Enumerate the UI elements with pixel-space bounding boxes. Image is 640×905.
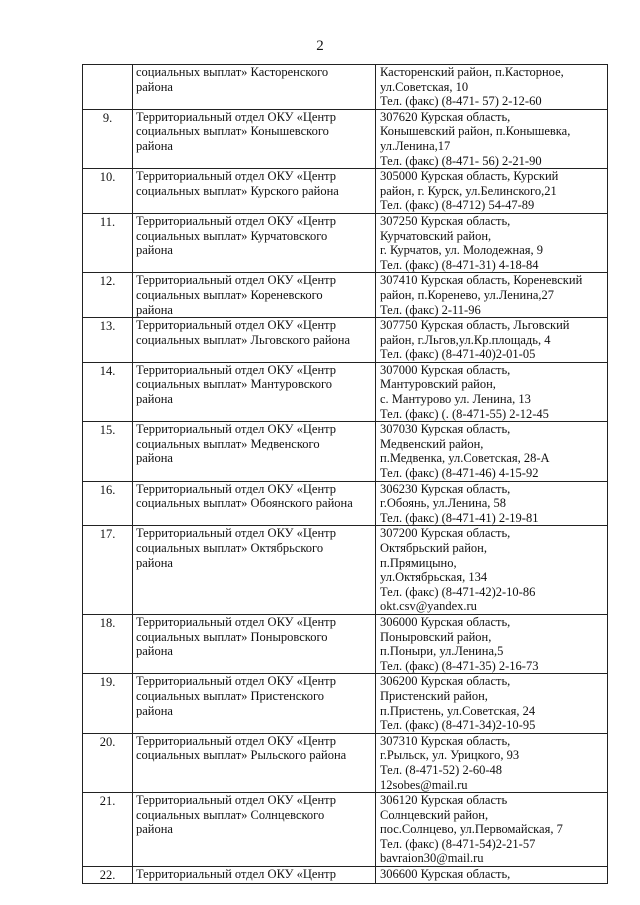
address-line: п.Медвенка, ул.Советская, 28-А <box>380 451 550 466</box>
org-name-line: Территориальный отдел ОКУ «Центр <box>136 273 337 288</box>
table-row <box>83 733 608 792</box>
org-name-cell <box>133 109 376 168</box>
table-row <box>83 867 608 884</box>
table-row <box>83 481 608 526</box>
address-line: Тел. (факс) (8-471-54)2-21-57 <box>380 836 536 851</box>
org-name-line: района <box>136 138 173 153</box>
address-line: 12sobes@mail.ru <box>380 777 468 792</box>
address-line: Тел. (факс) (8-471- 57) 2-12-60 <box>380 94 542 109</box>
row-number: 22. <box>83 867 133 884</box>
table-row <box>83 109 608 168</box>
table-row <box>83 362 608 421</box>
address-cell <box>376 273 608 318</box>
org-name-line: социальных выплат» Октябрьского <box>136 541 324 555</box>
address-cell <box>376 867 608 884</box>
address-cell <box>376 169 608 214</box>
address-line: bavraion30@mail.ru <box>380 851 484 866</box>
row-number <box>83 65 133 110</box>
org-name-cell <box>133 213 376 272</box>
address-line: 306120 Курская область <box>380 793 508 808</box>
address-line: Солнцевский район, <box>380 807 489 822</box>
org-name-line: социальных выплат» Касторенского <box>136 65 329 79</box>
org-name-line: района <box>136 392 173 407</box>
table-row <box>83 526 608 615</box>
address-line: Тел. (факс) (8-471-41) 2-19-81 <box>380 510 539 525</box>
table-row <box>83 213 608 272</box>
org-name-line: района <box>136 243 173 258</box>
row-number: 17. <box>83 526 133 615</box>
address-cell <box>376 422 608 481</box>
address-line: 306600 Курская область, <box>380 867 511 882</box>
org-name-cell <box>133 422 376 481</box>
address-line: Пристенский район, <box>380 688 488 703</box>
table-row <box>83 793 608 867</box>
page-number: 2 <box>316 38 324 54</box>
address-line: 307250 Курская область, <box>380 213 511 228</box>
address-line: пос.Солнцево, ул.Первомайская, 7 <box>380 822 563 837</box>
row-number: 16. <box>83 481 133 526</box>
org-name-line: Территориальный отдел ОКУ «Центр <box>136 526 337 541</box>
address-cell <box>376 614 608 673</box>
address-cell <box>376 362 608 421</box>
org-name-cell <box>133 169 376 214</box>
address-cell <box>376 65 608 110</box>
address-line: Мантуровский район, <box>380 377 496 392</box>
org-name-line: Территориальный отдел ОКУ «Центр <box>136 674 337 689</box>
org-name-line: социальных выплат» Кореневского <box>136 287 323 302</box>
address-cell <box>376 109 608 168</box>
address-line: 306200 Курская область, <box>380 674 511 689</box>
org-name-line: социальных выплат» Пристенского <box>136 688 325 703</box>
address-line: с. Мантурово ул. Ленина, 13 <box>380 392 531 407</box>
table-row <box>83 65 608 110</box>
address-line: Тел. (факс) 2-11-96 <box>380 302 481 317</box>
offices-table <box>82 64 608 884</box>
row-number: 12. <box>83 273 133 318</box>
address-line: район, г. Курск, ул.Белинского,21 <box>380 183 557 198</box>
row-number: 15. <box>83 422 133 481</box>
address-line: 306000 Курская область, <box>380 614 511 629</box>
address-line: п.Прямицыно, <box>380 555 457 570</box>
table-row <box>83 169 608 214</box>
org-name-line: социальных выплат» Конышевского <box>136 124 329 139</box>
row-number: 9. <box>83 109 133 168</box>
org-name-cell <box>133 318 376 363</box>
address-line: п.Поныри, ул.Ленина,5 <box>380 644 504 659</box>
row-number: 20. <box>83 733 133 792</box>
org-name-cell <box>133 481 376 526</box>
org-name-line: социальных выплат» Мантуровского <box>136 377 333 392</box>
org-name-line: Территориальный отдел ОКУ «Центр <box>136 481 337 496</box>
org-name-line: социальных выплат» Льговского района <box>136 332 351 347</box>
org-name-line: социальных выплат» Солнцевского <box>136 807 325 822</box>
address-line: г. Курчатов, ул. Молодежная, 9 <box>380 243 544 258</box>
address-line: Касторенский район, п.Касторное, <box>380 65 564 79</box>
address-line: 307030 Курская область, <box>380 422 511 437</box>
table-row <box>83 273 608 318</box>
address-line: Тел. (факс) (8-471- 56) 2-21-90 <box>380 153 542 168</box>
org-name-cell <box>133 793 376 867</box>
address-line: ул.Ленина,17 <box>380 138 451 153</box>
address-line: 307750 Курская область, Льговский <box>380 318 570 333</box>
address-line: п.Пристень, ул.Советская, 24 <box>380 703 536 718</box>
org-name-cell <box>133 614 376 673</box>
address-line: район, г.Льгов,ул.Кр.площадь, 4 <box>380 332 551 347</box>
address-cell <box>376 793 608 867</box>
address-line: Тел. (факс) (8-471-31) 4-18-84 <box>380 257 539 272</box>
table-row <box>83 614 608 673</box>
address-line: Тел. (8-471-52) 2-60-48 <box>380 762 503 777</box>
address-line: г.Обоянь, ул.Ленина, 58 <box>380 496 507 511</box>
org-name-cell <box>133 362 376 421</box>
org-name-cell <box>133 526 376 615</box>
address-line: Конышевский район, п.Конышевка, <box>380 124 571 139</box>
row-number: 14. <box>83 362 133 421</box>
org-name-line: района <box>136 451 173 466</box>
address-line: Тел. (факс) (8-4712) 54-47-89 <box>380 198 535 213</box>
org-name-line: социальных выплат» Медвенского <box>136 436 320 451</box>
address-line: 307000 Курская область, <box>380 362 511 377</box>
org-name-line: района <box>136 822 173 837</box>
org-name-line: Территориальный отдел ОКУ «Центр <box>136 422 337 437</box>
address-line: 307310 Курская область, <box>380 733 511 748</box>
address-line: Тел. (факс) (8-471-35) 2-16-73 <box>380 658 539 673</box>
org-name-line: Территориальный отдел ОКУ «Центр <box>136 867 337 882</box>
row-number: 13. <box>83 318 133 363</box>
org-name-cell <box>133 273 376 318</box>
row-number: 11. <box>83 213 133 272</box>
org-name-line: Территориальный отдел ОКУ «Центр <box>136 213 337 228</box>
row-number: 19. <box>83 674 133 733</box>
row-number: 18. <box>83 614 133 673</box>
address-cell <box>376 526 608 615</box>
address-line: Тел. (факс) (. (8-471-55) 2-12-45 <box>380 406 549 421</box>
address-line: Октябрьский район, <box>380 541 487 555</box>
org-name-line: Территориальный отдел ОКУ «Центр <box>136 169 337 184</box>
address-line: Тел. (факс) (8-471-46) 4-15-92 <box>380 466 539 481</box>
address-line: Тел. (факс) (8-471-40)2-01-05 <box>380 347 536 362</box>
row-number: 21. <box>83 793 133 867</box>
address-line: 306230 Курская область, <box>380 481 511 496</box>
org-name-line: социальных выплат» Курского района <box>136 183 339 198</box>
address-line: район, п.Коренево, ул.Ленина,27 <box>380 287 555 302</box>
address-cell <box>376 733 608 792</box>
address-cell <box>376 213 608 272</box>
table-row <box>83 318 608 363</box>
org-name-line: Территориальный отдел ОКУ «Центр <box>136 362 337 377</box>
table-row <box>83 674 608 733</box>
address-line: Тел. (факс) (8-471-42)2-10-86 <box>380 584 536 599</box>
org-name-line: социальных выплат» Обоянского района <box>136 496 353 511</box>
address-cell <box>376 481 608 526</box>
table-row <box>83 422 608 481</box>
org-name-line: Территориальный отдел ОКУ «Центр <box>136 614 337 629</box>
org-name-line: социальных выплат» Курчатовского <box>136 228 328 243</box>
address-line: ул.Октябрьская, 134 <box>380 570 488 585</box>
address-line: Поныровский район, <box>380 629 492 644</box>
address-line: 307410 Курская область, Кореневский <box>380 273 583 288</box>
address-line: Медвенский район, <box>380 436 484 451</box>
org-name-line: района <box>136 644 173 659</box>
org-name-cell <box>133 733 376 792</box>
org-name-line: Территориальный отдел ОКУ «Центр <box>136 733 337 748</box>
address-line: okt.csv@yandex.ru <box>380 599 477 614</box>
org-name-cell <box>133 674 376 733</box>
address-cell <box>376 318 608 363</box>
address-line: Курчатовский район, <box>380 228 492 243</box>
org-name-line: Территориальный отдел ОКУ «Центр <box>136 109 337 124</box>
org-name-line: района <box>136 555 173 570</box>
address-line: г.Рыльск, ул. Урицкого, 93 <box>380 748 520 763</box>
org-name-line: района <box>136 302 173 317</box>
org-name-cell <box>133 867 376 884</box>
org-name-line: Территориальный отдел ОКУ «Центр <box>136 318 337 333</box>
org-name-line: социальных выплат» Рыльского района <box>136 748 347 763</box>
org-name-cell <box>133 65 376 110</box>
address-line: 305000 Курская область, Курский <box>380 169 559 184</box>
address-line: ул.Советская, 10 <box>380 79 469 94</box>
address-cell <box>376 674 608 733</box>
org-name-line: социальных выплат» Поныровского <box>136 629 328 644</box>
address-line: Тел. (факс) (8-471-34)2-10-95 <box>380 718 536 733</box>
org-name-line: района <box>136 703 173 718</box>
address-line: 307200 Курская область, <box>380 526 511 541</box>
row-number: 10. <box>83 169 133 214</box>
address-line: 307620 Курская область, <box>380 109 511 124</box>
org-name-line: Территориальный отдел ОКУ «Центр <box>136 793 337 808</box>
org-name-line: района <box>136 79 173 94</box>
